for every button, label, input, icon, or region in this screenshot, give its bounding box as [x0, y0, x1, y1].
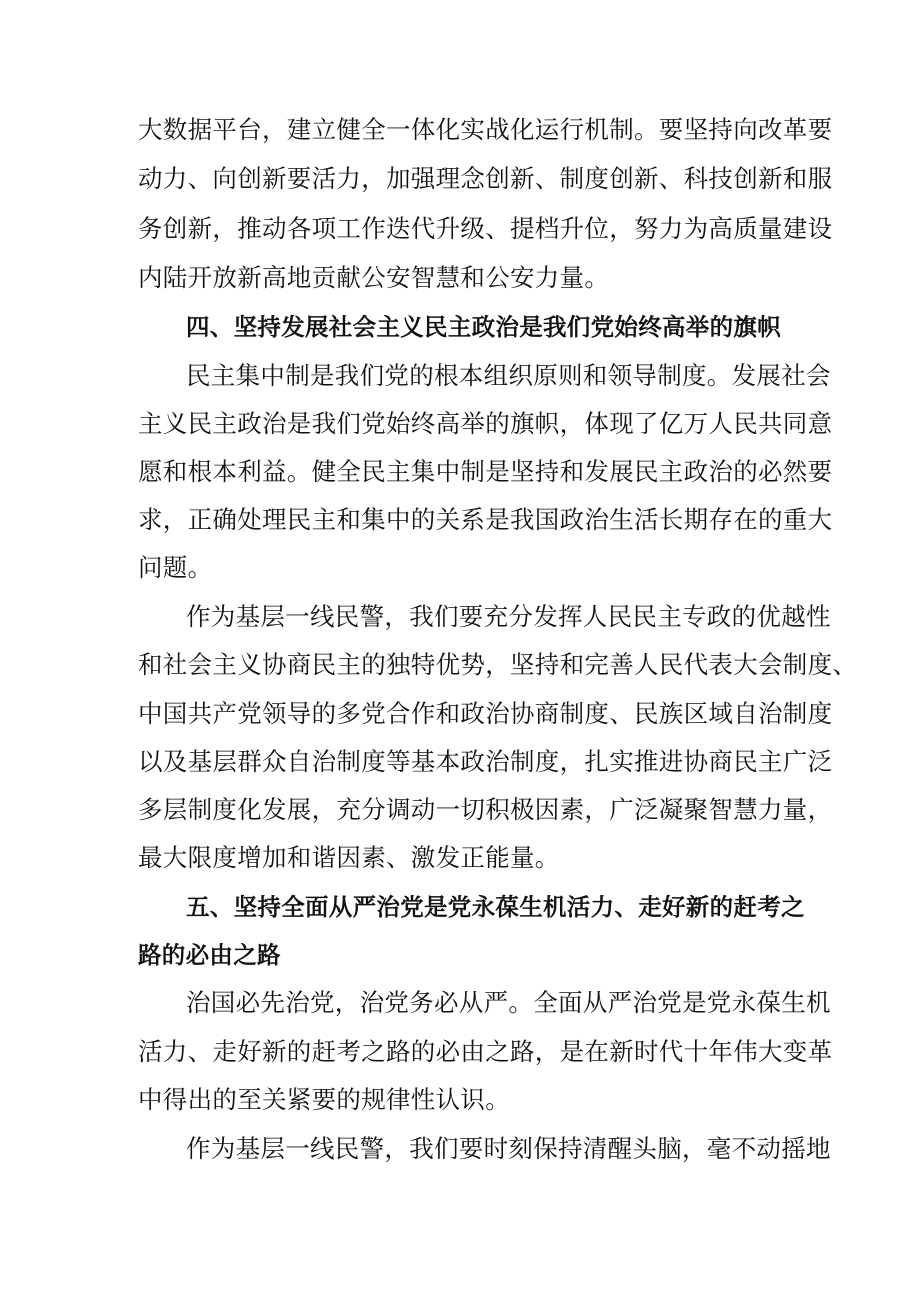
text-line: 大数据平台，建立健全一体化实战化运行机制。要坚持向改革要	[138, 115, 833, 144]
text-line: 中得出的至关紧要的规律性认识。	[138, 1085, 510, 1114]
section-heading-5: 五、坚持全面从严治党是党永葆生机活力、走好新的赶考之	[186, 893, 805, 921]
text-line: 务创新，推动各项工作迭代升级、提档升位，努力为高质量建设	[138, 214, 833, 243]
text-line: 和社会主义协商民主的独特优势，坚持和完善人民代表大会制度、	[138, 650, 858, 679]
text-line: 动力、向创新要活力，加强理念创新、制度创新、科技创新和服	[138, 164, 833, 193]
text-line: 以及基层群众自治制度等基本政治制度，扎实推进协商民主广泛	[138, 747, 833, 776]
text-line: 活力、走好新的赶考之路的必由之路，是在新时代十年伟大变革	[138, 1037, 833, 1066]
text-line: 民主集中制是我们党的根本组织原则和领导制度。发展社会	[186, 361, 831, 390]
text-line: 中国共产党领导的多党合作和政治协商制度、民族区域自治制度	[138, 699, 833, 728]
text-line: 问题。	[138, 553, 213, 582]
text-line: 求，正确处理民主和集中的关系是我国政治生活长期存在的重大	[138, 505, 833, 534]
text-line: 主义民主政治是我们党始终高举的旗帜，体现了亿万人民共同意	[138, 409, 833, 438]
text-line: 内陆开放新高地贡献公安智慧和公安力量。	[138, 263, 610, 292]
text-line: 愿和根本利益。健全民主集中制是坚持和发展民主政治的必然要	[138, 457, 833, 486]
section-heading-5-cont: 路的必由之路	[138, 941, 281, 969]
section-heading-4: 四、坚持发展社会主义民主政治是我们党始终高举的旗帜	[186, 313, 781, 341]
text-line: 作为基层一线民警，我们要时刻保持清醒头脑，毫不动摇地	[186, 1134, 831, 1163]
text-line: 多层制度化发展，充分调动一切积极因素，广泛凝聚智慧力量，	[138, 795, 833, 824]
text-line: 作为基层一线民警，我们要充分发挥人民民主专政的优越性	[186, 602, 831, 631]
text-line: 治国必先治党，治党务必从严。全面从严治党是党永葆生机	[186, 988, 831, 1017]
text-line: 最大限度增加和谐因素、激发正能量。	[138, 843, 560, 872]
